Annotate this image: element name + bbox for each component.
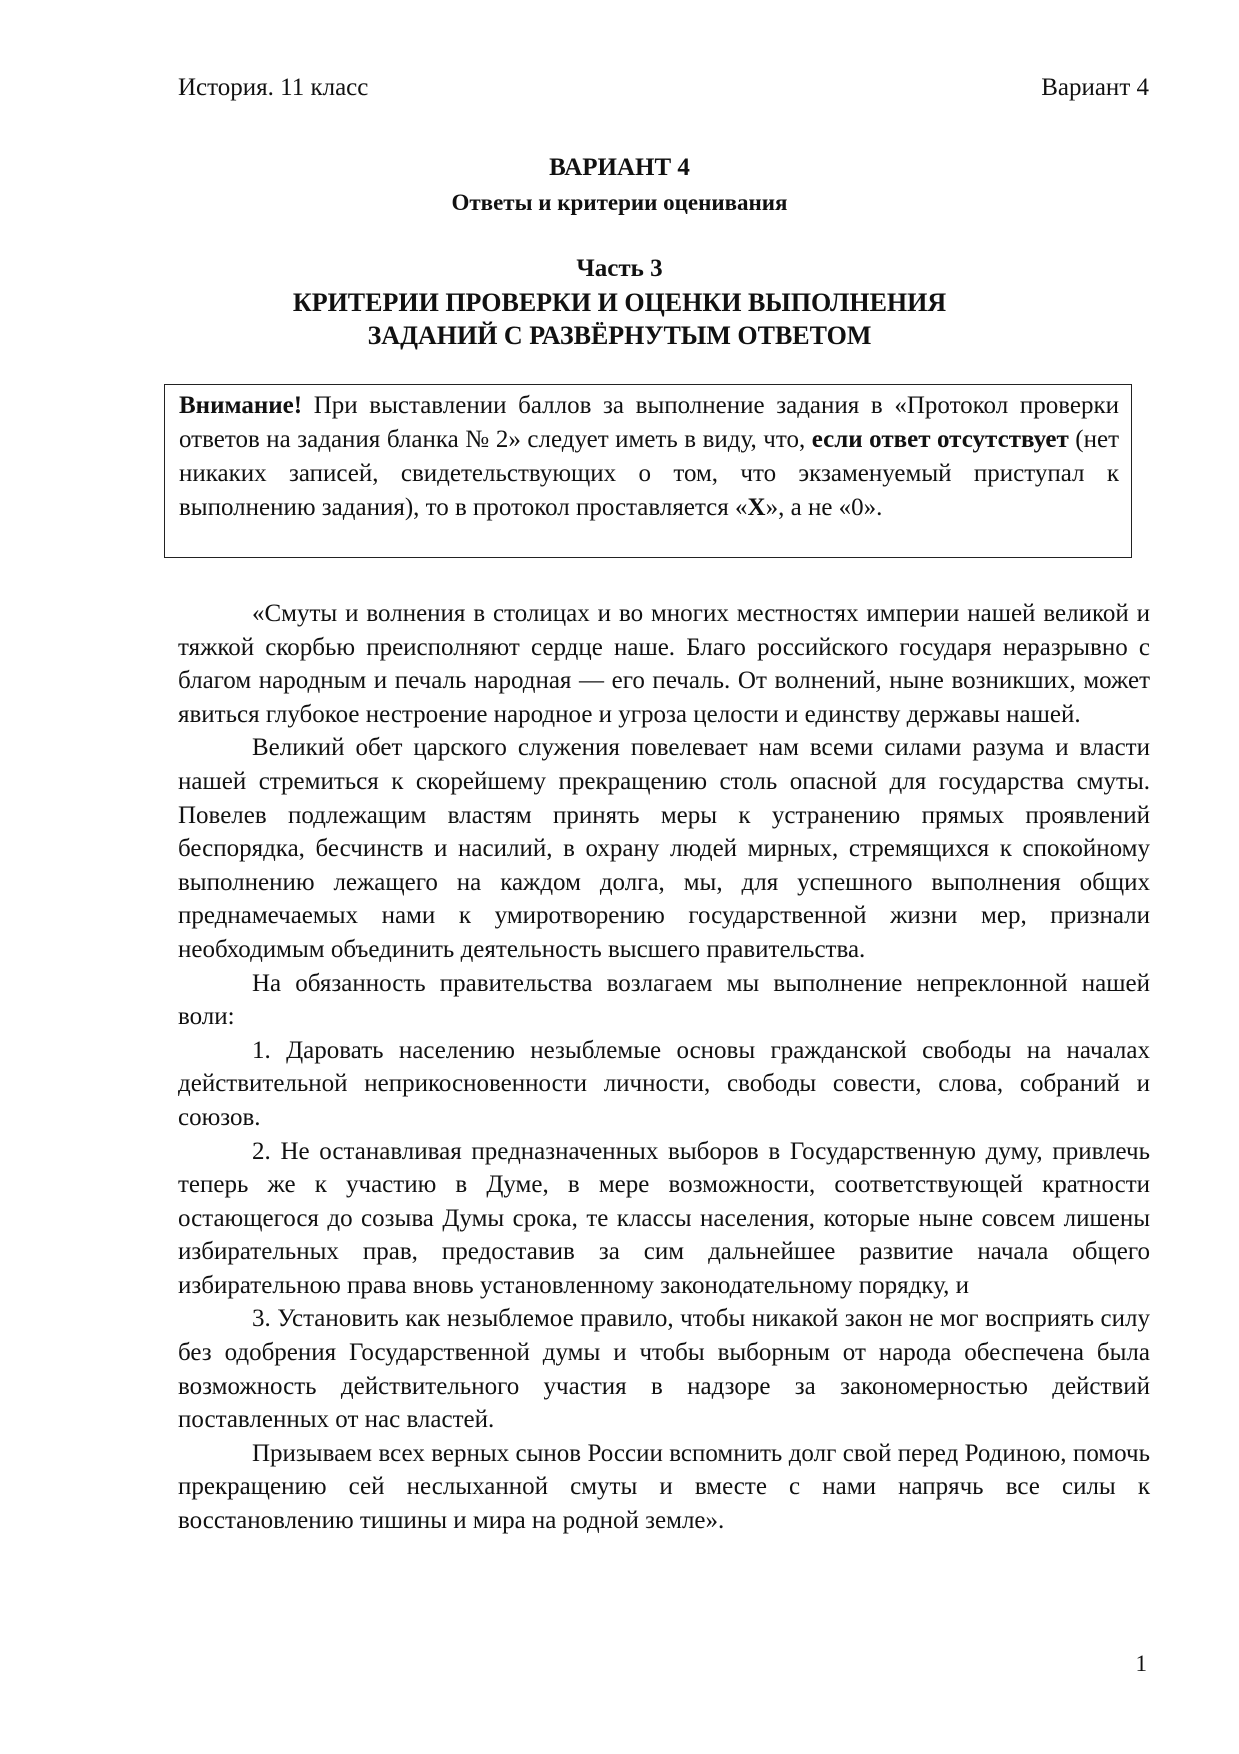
document-list-item: 3. Установить как незыблемое правило, чтобы никакой закон не мог восприять силу без одобрения Государственной думы и чтобы выборным от народа обеспечена была возможность действительного участия в надзоре за закономерностью действий поставленных от нас властей. xyxy=(178,1305,1150,1434)
notice-text-3: », а не «0». xyxy=(765,494,883,521)
header-variant: Вариант 4 xyxy=(1041,74,1149,101)
criteria-title-line1: КРИТЕРИИ ПРОВЕРКИ И ОЦЕНКИ ВЫПОЛНЕНИЯ xyxy=(292,288,947,317)
document-list-item: 1. Даровать населению незыблемые основы гражданской свободы на началах действительной неприкосновенности личности, свободы совести, слова, собраний и союзов. xyxy=(178,1036,1150,1131)
part-title: Часть 3 xyxy=(576,255,663,282)
criteria-title-line2: ЗАДАНИЙ С РАЗВЁРНУТЫМ ОТВЕТОМ xyxy=(367,321,872,350)
notice-attention-label: Внимание! xyxy=(179,392,303,419)
attention-notice-box xyxy=(164,384,1132,558)
document-paragraph: Великий обет царского служения повелевает нам всеми силами разума и власти нашей стремиться к скорейшему прекращению столь опасной для государства смуты. Повелев подлежащим властям принять меры к устранению прямых проявлений беспорядка, бесчинств и насилий, в охрану людей мирных, стремящихся к спокойному выполнению лежащего на каждом долга, мы, для успешного выполнения общих преднамечаемых нами к умиротворению государственной жизни мер, признали необходимым объединить деятельность высшего правительства. xyxy=(178,734,1150,963)
header-subject: История. 11 класс xyxy=(178,74,369,101)
document-paragraph: «Смуты и волнения в столицах и во многих местностях империи нашей великой и тяжкой скорбью преисполняют сердце наше. Благо российского государя неразрывно с благом народным и печаль народная — его печаль. От волнений, ныне возникших, может явиться глубокое нестроение народное и угроза целости и единству державы нашей. xyxy=(178,600,1150,728)
document-list-item: 2. Не останавливая предназначенных выборов в Государственную думу, привлечь теперь же к участию в Думе, в мере возможности, соответствующей кратности остающегося до созыва Думы срока, те классы населения, которые ныне совсем лишены избирательных прав, предоставив за сим дальнейшее развитие начала общего избирательною права вновь установленному законодательному порядку, и xyxy=(178,1137,1150,1299)
notice-text-1: При выставлении баллов за выполнение задания в «Протокол проверки ответов на задания бланка № 2» следует иметь в виду, что, xyxy=(179,392,1119,453)
subtitle: Ответы и критерии оценивания xyxy=(451,190,788,215)
notice-if-absent: если ответ отсутствует xyxy=(811,426,1069,453)
document-paragraph: Призываем всех верных сынов России вспомнить долг свой перед Родиною, помочь прекращению сей неслыханной смуты и вместе с нами напрячь все силы к восстановлению тишины и мира на родной земле». xyxy=(178,1439,1150,1535)
page-number: 1 xyxy=(1135,1651,1147,1676)
source-document xyxy=(178,597,1150,1538)
document-paragraph: На обязанность правительства возлагаем мы выполнение непреклонной нашей воли: xyxy=(178,969,1150,1031)
notice-x-mark: Х xyxy=(747,494,766,521)
variant-title: ВАРИАНТ 4 xyxy=(549,154,690,181)
notice-text-2: (нет никаких записей, свидетельствующих о том, что экзаменуемый приступал к выполнению задания), то в протокол проставляется « xyxy=(179,426,1119,521)
